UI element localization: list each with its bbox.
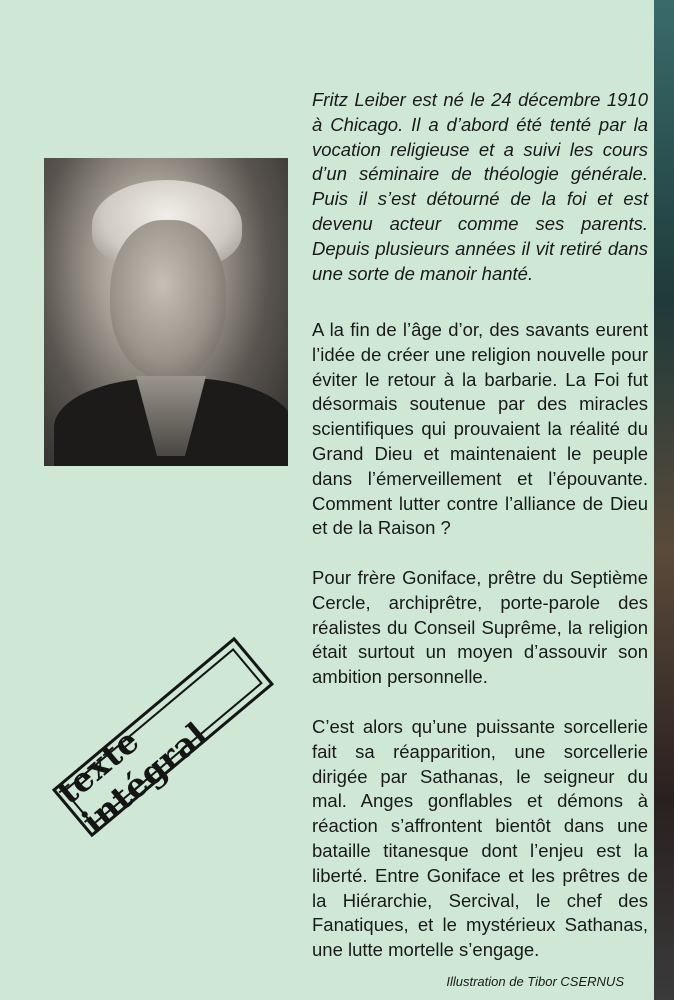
author-bio: Fritz Leiber est né le 24 décembre 1910 à Chicago. Il a d’abord été tenté par la vocation religieuse et a suivi les cours d’un séminaire de théologie générale. Puis il s’est détourné de la foi et est devenu acteur comme ses parents. Depuis plusieurs années il vit retiré dans une sorte de manoir hanté. bbox=[312, 89, 648, 284]
book-spine-edge bbox=[654, 0, 674, 1000]
blurb-paragraph-2: Pour frère Goniface, prêtre du Septième Cercle, archiprêtre, porte-parole des réalistes du Conseil Suprême, la religion était surtout un moyen d’assouvir son ambition personnelle. bbox=[312, 567, 648, 688]
illustration-credit: Illustration de Tibor CSERNUS bbox=[446, 974, 624, 989]
author-photo bbox=[44, 158, 288, 466]
blurb-paragraph-3: C’est alors qu’une puissante sorcellerie fait sa réapparition, une sorcellerie dirigée par Sathanas, le seigneur du mal. Anges gonflables et démons à réaction s’affrontent bientôt dans une bataille titanesque dont l’enjeu est la liberté. Entre Goniface et les prêtres de la Hiérarchie, Sercival, le chef des Fanatiques, et le mystérieux Sathanas, une lutte mortelle s’engage. bbox=[312, 716, 648, 961]
blurb-paragraph-1: A la fin de l’âge d’or, des savants eurent l’idée de créer une religion nouvelle pour éviter le retour à la barbarie. La Foi fut désormais soutenue par des miracles scientifiques qui prouvaient la réalité du Grand Dieu et maintenaient le peuple dans l’émerveillement et l’épouvante. Comment lutter contre l’alliance de Dieu et de la Raison ? bbox=[312, 319, 648, 539]
photo-face bbox=[110, 220, 226, 380]
texte-integral-stamp: texte intégral bbox=[52, 637, 274, 837]
